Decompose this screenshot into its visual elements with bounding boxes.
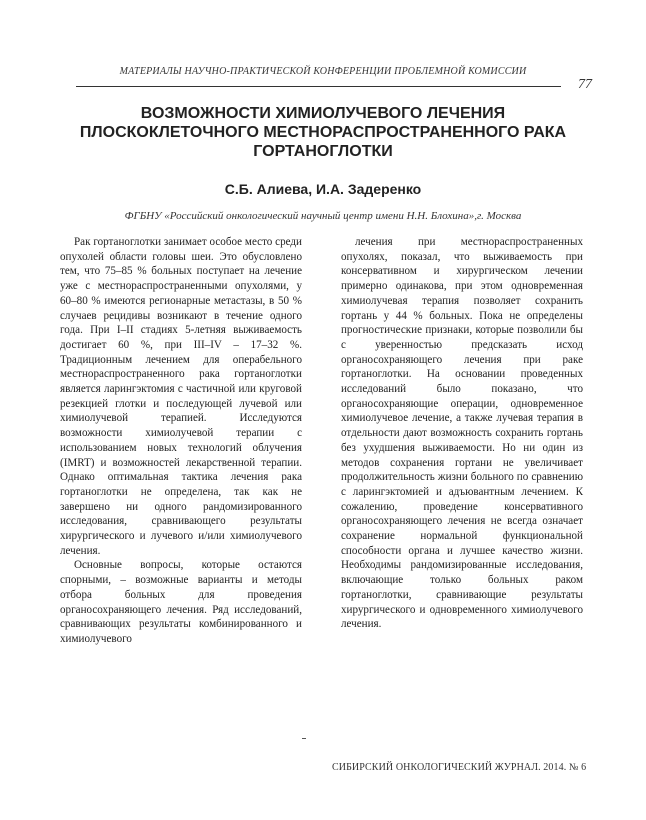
header-rule <box>76 86 561 87</box>
paragraph: Рак гортаноглотки занимает особое место среди опухолей области головы шеи. Это обусловлено тем, что 75–85 % больных поступает на лечение уже с местнораспространенными опухолями, у 60–80 % имеются регионарные метастазы, в 50 % случаев рецидивы возникают в течение одного года. При I–II стадиях 5-летняя выживаемость достигает 60 %, при III–IV – 17–32 %. Традиционным лечением для операбельного местнораспространенного рака гортаноглотки является ларингэктомия с частичной или круговой резекцией глотки и последующей лучевой или химиолучевой терапией. Исследуются возможности химиолучевой терапии с использованием новых технологий облучения (IMRT) и возможностей лекарственной терапии. Однако оптимальная тактика лечения рака гортаноглотки не определена, так как не завершено ни одного рандомизированного исследования, сравнивающего результаты хирургического и лучевого и/или химиолучевого лечения. <box>60 236 302 557</box>
article-title: ВОЗМОЖНОСТИ ХИМИОЛУЧЕВОГО ЛЕЧЕНИЯ ПЛОСКОКЛЕТОЧНОГО МЕСТНОРАСПРОСТРАНЕННОГО РАКА ГОРТАНОГЛОТКИ <box>79 105 567 160</box>
paragraph: Основные вопросы, которые остаются спорными, – возможные варианты и методы отбора больных для проведения органосохраняющего лечения. Ряд исследований, сравнивающих результаты комбинированного и химиолучевого <box>60 559 302 645</box>
text-column-right <box>341 235 583 632</box>
text-column-left <box>60 235 302 647</box>
center-dash <box>302 738 306 739</box>
article-authors: С.Б. Алиева, И.А. Задеренко <box>224 181 422 197</box>
page-number: 77 <box>578 77 592 92</box>
article-affiliation: ФГБНУ «Российский онкологический научный центр имени Н.Н. Блохина»,г. Москва <box>124 210 522 222</box>
journal-footer: СИБИРСКИЙ ОНКОЛОГИЧЕСКИЙ ЖУРНАЛ. 2014. № 6 <box>332 762 587 773</box>
paragraph: лечения при местнораспространенных опухолях, показал, что выживаемость при консервативном и хирургическом лечении примерно одинакова, при этом одновременная химиолучевая терапия позволяет сохранить гортань у 44 % больных. Пока не определены прогностические признаки, которые позволили бы с уверенностью предсказать исход органосохраняющего лечения при раке гортаноглотки. На основании проведенных исследований было показано, что органосохраняющие операции, одновременное химиолучевое лечение, а также лучевая терапия в отдельности дают возможность сохранить гортань без ухудшения выживаемости. Но ни один из методов сохранения гортани не увеличивает продолжительность жизни больного по сравнению с ларингэктомией и адъювантным лечением. К сожалению, проведение консервативного органосохраняющего лечения не всегда означает сохранение нормальной функциональной способности органа и лучшее качество жизни. Необходимы рандомизированные исследования, включающие только больных раком гортаноглотки, сравнивающие результаты хирургического и одновременного химиолучевого лечения. <box>341 236 583 631</box>
running-head: МАТЕРИАЛЫ НАУЧНО-ПРАКТИЧЕСКОЙ КОНФЕРЕНЦИИ ПРОБЛЕМНОЙ КОМИССИИ <box>119 66 527 77</box>
